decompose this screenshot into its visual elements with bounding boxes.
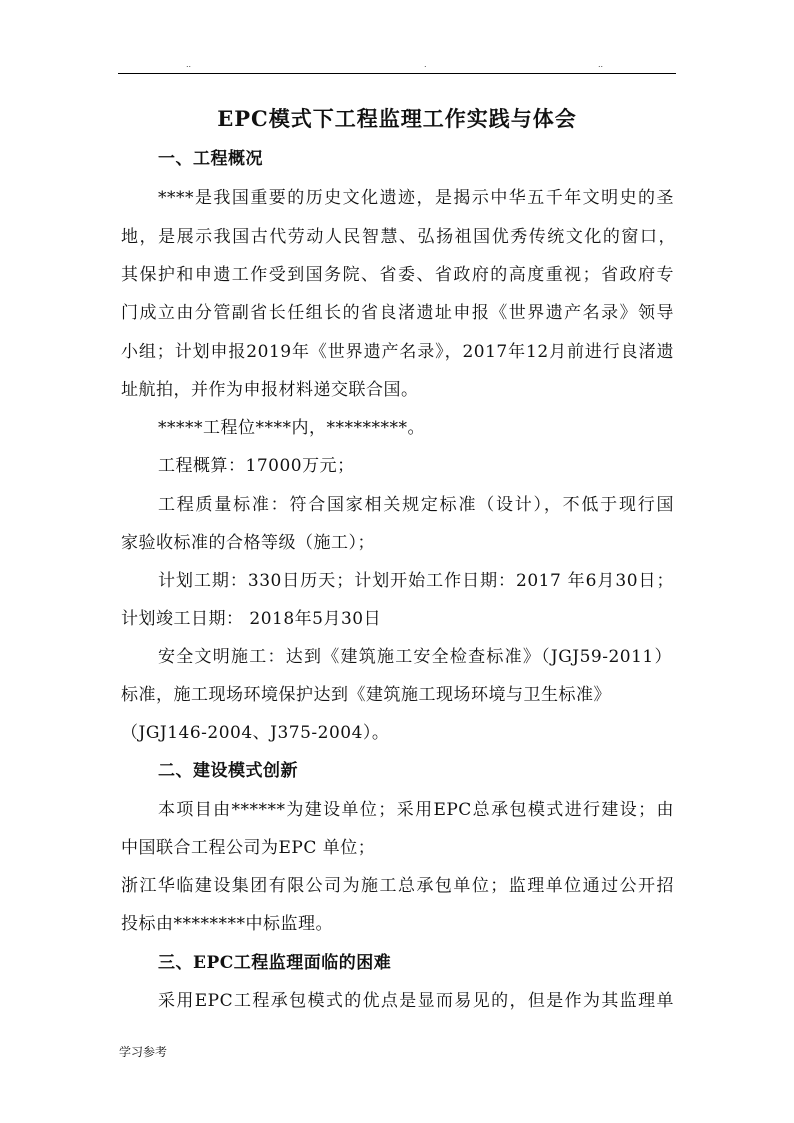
paragraph-line: （JGJ146-2004、J375-2004）。: [121, 723, 390, 743]
paragraph-line: *****工程位****内，*********。: [158, 418, 425, 438]
header-mark-right: ..: [598, 60, 604, 69]
paragraph-line: 门成立由分管副省长任组长的省良渚遗址申报《世界遗产名录》领导: [121, 303, 674, 323]
section-heading-2: 二、建设模式创新: [158, 761, 298, 781]
paragraph-line: 地，是展示我国古代劳动人民智慧、弘扬祖国优秀传统文化的窗口，: [121, 227, 676, 247]
paragraph-line: 其保护和申遗工作受到国务院、省委、省政府的高度重视；省政府专: [121, 265, 674, 285]
paragraph-line: 标准，施工现场环境保护达到《建筑施工现场环境与卫生标准》: [121, 685, 611, 705]
paragraph-line: 址航拍，并作为申报材料递交联合国。: [121, 380, 419, 400]
header-mark-left: ..: [186, 60, 192, 69]
section-heading-3: 三、EPC工程监理面临的困难: [158, 953, 392, 973]
paragraph-line: 投标由********中标监理。: [121, 914, 333, 934]
paragraph-line: 工程质量标准：符合国家相关规定标准（设计），不低于现行国: [158, 495, 674, 515]
paragraph-line: 小组；计划申报2019年《世界遗产名录》，2017年12月前进行良渚遗: [121, 342, 674, 362]
paragraph-line: 家验收标准的合格等级（施工）；: [121, 533, 375, 553]
paragraph-line: 中国联合工程公司为EPC 单位；: [121, 838, 376, 858]
document-title: EPC模式下工程监理工作实践与体会: [217, 106, 577, 131]
paragraph-line: 安全文明施工：达到《建筑施工安全检查标准》（JGJ59-2011）: [158, 647, 672, 667]
paragraph-line: 计划工期：330日历天；计划开始工作日期：2017 年6月30日；: [158, 571, 674, 591]
paragraph-line: ****是我国重要的历史文化遗迹，是揭示中华五千年文明史的圣: [158, 188, 674, 208]
header-mark-center: .: [424, 60, 427, 69]
paragraph-line: 本项目由******为建设单位；采用EPC总承包模式进行建设；由: [158, 800, 674, 820]
paragraph-line: 计划竣工日期： 2018年5月30日: [121, 609, 382, 629]
paragraph-line: 采用EPC工程承包模式的优点是显而易见的，但是作为其监理单: [158, 991, 674, 1011]
header-rule: [118, 73, 676, 74]
footer-label: 学习参考: [119, 1045, 168, 1059]
paragraph-line: 浙江华临建设集团有限公司为施工总承包单位；监理单位通过公开招: [121, 876, 674, 896]
paragraph-line: 工程概算：17000万元；: [158, 456, 355, 476]
section-heading-1: 一、工程概况: [158, 149, 263, 169]
